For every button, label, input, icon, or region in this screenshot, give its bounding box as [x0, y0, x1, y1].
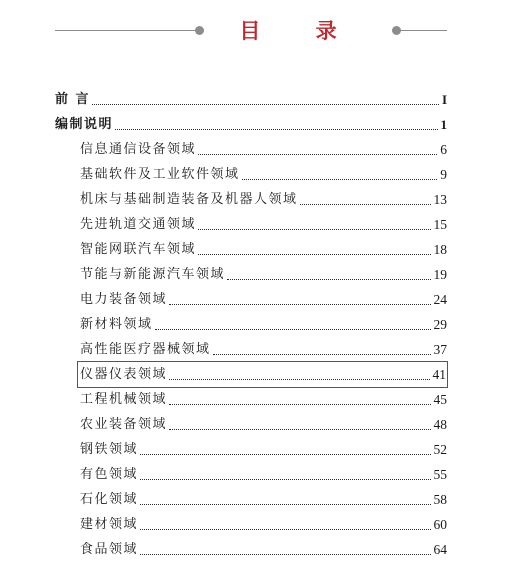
- toc-entry[interactable]: [80, 187, 447, 212]
- toc-entry-label: 工程机械领域: [80, 392, 168, 407]
- toc-entry[interactable]: [80, 162, 447, 187]
- toc-entry-page: 1: [440, 117, 447, 132]
- toc-entry-label: 先进轨道交通领域: [80, 217, 197, 232]
- toc-entry-label: 信息通信设备领域: [80, 142, 197, 157]
- leader-dots: [300, 204, 431, 205]
- leader-dots: [140, 479, 430, 480]
- leader-dots: [140, 454, 430, 455]
- toc-entry[interactable]: [80, 437, 447, 462]
- leader-dots: [155, 329, 431, 330]
- toc-entry-page: I: [441, 92, 447, 107]
- toc-entry-page: 29: [433, 317, 447, 332]
- toc-entry-page: 41: [432, 367, 446, 382]
- toc-header: [55, 16, 447, 46]
- toc-entry[interactable]: [80, 537, 447, 562]
- toc-entry-label: 钢铁领域: [80, 442, 139, 457]
- toc-entry-page: 48: [433, 417, 447, 432]
- toc-entry-label: 仪器仪表领域: [80, 367, 168, 382]
- leader-dots: [140, 554, 430, 555]
- toc-entry-page: 13: [433, 192, 447, 207]
- toc-entry-page: 24: [433, 292, 447, 307]
- header-rule-left: [55, 30, 197, 31]
- toc-entry-page: 64: [433, 542, 447, 557]
- leader-dots: [169, 304, 430, 305]
- toc-entry-label: 前 言: [55, 92, 91, 107]
- toc-entry-label: 电力装备领域: [80, 292, 168, 307]
- toc-entry-label: 食品领域: [80, 542, 139, 557]
- leader-dots: [140, 529, 430, 530]
- toc-entry-label: 节能与新能源汽车领域: [80, 267, 226, 282]
- toc-entry[interactable]: [80, 262, 447, 287]
- header-dot-left: [195, 26, 204, 35]
- toc-entry-label: 新材料领域: [80, 317, 153, 332]
- table-of-contents: [55, 87, 447, 562]
- toc-entry-highlighted[interactable]: [78, 362, 447, 387]
- toc-entry-preface[interactable]: [55, 87, 447, 112]
- header-rule-right: [397, 30, 447, 31]
- toc-entry-page: 9: [440, 167, 447, 182]
- leader-dots: [213, 354, 431, 355]
- toc-entry-label: 高性能医疗器械领域: [80, 342, 211, 357]
- toc-entry[interactable]: [80, 462, 447, 487]
- toc-entry-page: 55: [433, 467, 447, 482]
- leader-dots: [169, 404, 430, 405]
- toc-entry-page: 45: [433, 392, 447, 407]
- toc-entry-label: 有色领域: [80, 467, 139, 482]
- toc-entry-label: 农业装备领域: [80, 417, 168, 432]
- toc-entry-page: 15: [433, 217, 447, 232]
- toc-entry-page: 19: [433, 267, 447, 282]
- toc-entry-label: 建材领域: [80, 517, 139, 532]
- toc-entry-page: 58: [433, 492, 447, 507]
- leader-dots: [198, 154, 437, 155]
- toc-entry-page: 6: [440, 142, 447, 157]
- toc-entry[interactable]: [80, 412, 447, 437]
- toc-entry[interactable]: [80, 312, 447, 337]
- toc-entry[interactable]: [80, 287, 447, 312]
- toc-entry-page: 52: [433, 442, 447, 457]
- toc-entry-compilation-notes[interactable]: [55, 112, 447, 137]
- toc-entry-page: 37: [433, 342, 447, 357]
- page-title: 目 录: [239, 18, 361, 43]
- leader-dots: [198, 254, 430, 255]
- leader-dots: [169, 379, 429, 380]
- toc-entry[interactable]: [80, 337, 447, 362]
- leader-dots: [198, 229, 430, 230]
- toc-entry[interactable]: [80, 512, 447, 537]
- toc-entry-page: 18: [433, 242, 447, 257]
- toc-entry[interactable]: [80, 487, 447, 512]
- leader-dots: [227, 279, 430, 280]
- toc-entry-label: 编制说明: [55, 117, 114, 132]
- toc-entry-label: 基础软件及工业软件领域: [80, 167, 240, 182]
- toc-entry-label: 智能网联汽车领域: [80, 242, 197, 257]
- leader-dots: [140, 504, 430, 505]
- toc-entry-label: 石化领域: [80, 492, 139, 507]
- leader-dots: [242, 179, 438, 180]
- toc-entry[interactable]: [80, 387, 447, 412]
- toc-entry-page: 60: [433, 517, 447, 532]
- toc-entry[interactable]: [80, 237, 447, 262]
- toc-entry-label: 机床与基础制造装备及机器人领域: [80, 192, 298, 207]
- toc-entry[interactable]: [80, 137, 447, 162]
- toc-entry[interactable]: [80, 212, 447, 237]
- leader-dots: [115, 129, 437, 130]
- leader-dots: [169, 429, 430, 430]
- leader-dots: [92, 104, 439, 105]
